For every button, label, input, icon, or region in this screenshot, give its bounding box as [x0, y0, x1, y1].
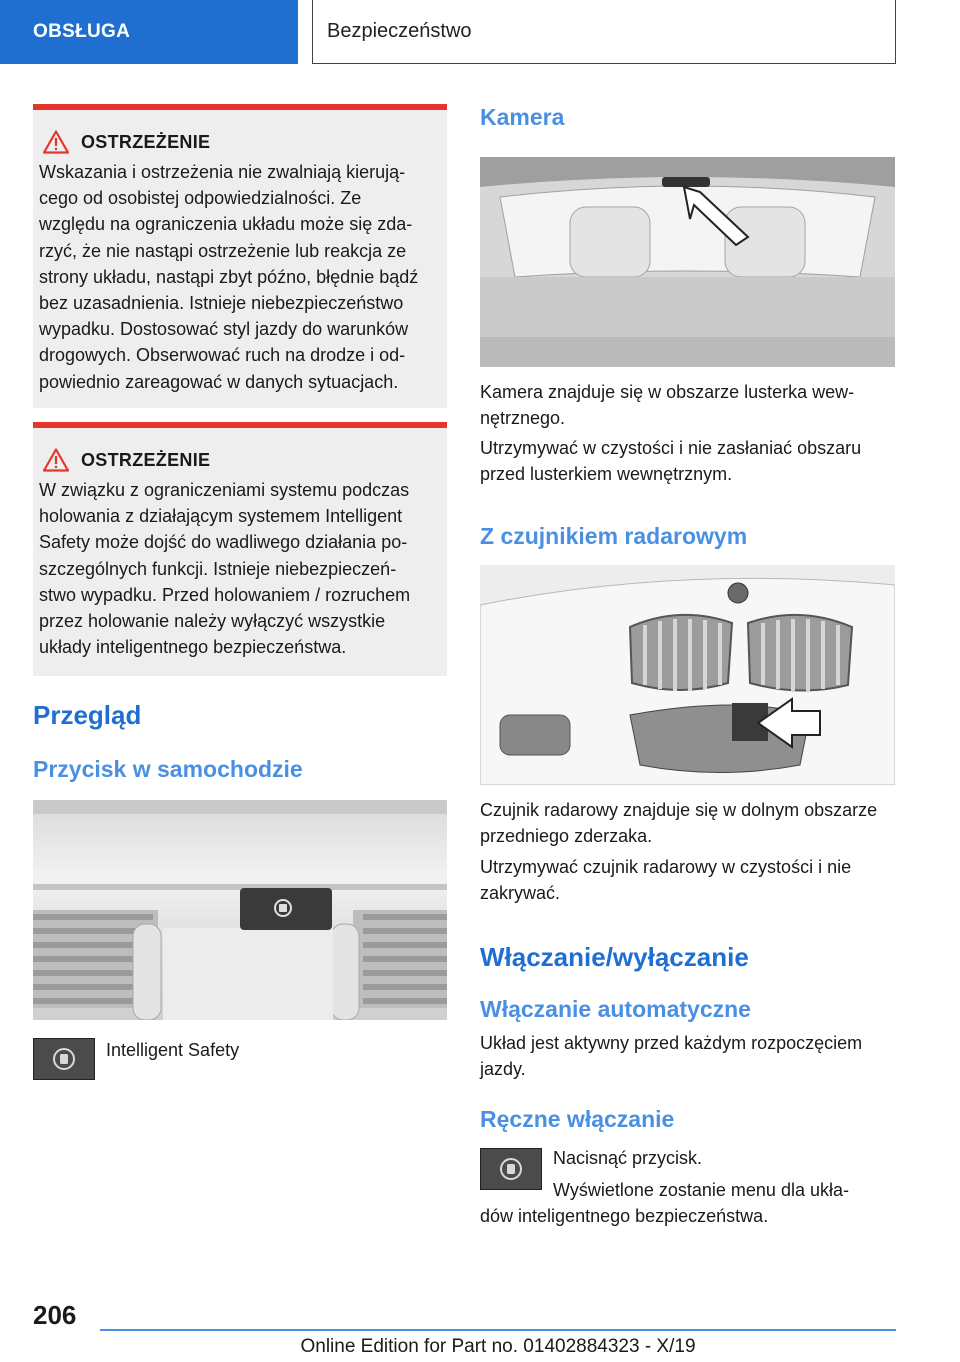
radar-line: Czujnik radarowy znajduje się w dolnym obszarze — [480, 800, 878, 820]
radar-line: Utrzymywać czujnik radarowy w czystości i nie — [480, 857, 852, 877]
onoff-heading: Włączanie/wyłączanie — [480, 942, 749, 972]
footer-divider — [100, 1329, 896, 1331]
camera-line: przed lusterkiem wewnętrznym. — [480, 463, 733, 484]
bumper-illustration — [480, 565, 895, 785]
auto-line: jazdy. — [480, 1058, 526, 1079]
auto-line: Układ jest aktywny przed każdym rozpoczęciem — [480, 1033, 863, 1053]
radar-image — [480, 565, 895, 785]
warning-line: szczególnych funkcji. Istnieje niebezpieczeń- — [39, 558, 397, 579]
warning-title-2 — [43, 448, 439, 472]
radar-heading: Z czujnikiem radarowym — [480, 523, 748, 549]
warning-text-1 — [39, 159, 439, 395]
camera-text-1 — [480, 380, 854, 431]
warning-line: holowania z działającym systemem Intelligent — [39, 506, 403, 527]
overview-subheading: Przycisk w samochodzie — [33, 756, 303, 782]
warning-line: bez uzasadnienia. Istnieje niebezpieczeństwo — [39, 293, 404, 314]
overview-heading: Przegląd — [33, 700, 142, 730]
camera-heading: Kamera — [480, 104, 565, 130]
radar-line: zakrywać. — [480, 882, 561, 903]
warning-line: Safety może dojść do wadliwego działania po- — [39, 532, 408, 553]
manual-result-line: Wyświetlone zostanie menu dla ukła- — [553, 1180, 849, 1200]
warning-line: układy inteligentnego bezpieczeństwa. — [39, 637, 347, 658]
radar-line: przedniego zderzaka. — [480, 825, 653, 846]
chapter-title-text: Bezpieczeństwo — [327, 20, 472, 42]
warning-triangle-icon — [43, 130, 69, 154]
camera-text-2 — [480, 436, 861, 487]
edition-text: Online Edition for Part no. 01402884323 - X/19 — [300, 1336, 696, 1357]
manual-result-line: dów inteligentnego bezpieczeństwa. — [480, 1205, 769, 1226]
manual-step: Nacisnąć przycisk. — [553, 1148, 703, 1168]
warning-line: strony układu, nastąpi zbyt późno, błędnie bądź — [39, 266, 419, 287]
section-tab: OBSŁUGA — [0, 0, 298, 64]
warning-line: cego od osobistej odpowiedzialności. Ze — [39, 188, 362, 209]
warning-line: przez holowanie należy wyłączyć wszystkie — [39, 611, 386, 632]
warning-text-2 — [39, 477, 439, 660]
warning-box-2 — [33, 422, 447, 676]
chapter-title — [312, 0, 896, 64]
warning-line: wypadku. Dostosować styl jazdy do warunków — [39, 319, 409, 340]
warning-line: rzyć, że nie nastąpi ostrzeżenie lub reakcja ze — [39, 240, 407, 261]
camera-line: Kamera znajduje się w obszarze lusterka wew- — [480, 382, 855, 402]
camera-line: nętrznego. — [480, 407, 566, 428]
warning-line: względu na ograniczenia układu może się zda- — [39, 214, 413, 235]
warning-title-text: OSTRZEŻENIE — [81, 449, 211, 470]
page-number: 206 — [33, 1300, 77, 1330]
radar-text-1 — [480, 798, 877, 849]
warning-box-1 — [33, 104, 447, 408]
car-interior-illustration — [480, 157, 895, 367]
manual-heading: Ręczne włączanie — [480, 1106, 675, 1132]
intelligent-safety-glyph — [34, 1039, 94, 1079]
warning-line: Wskazania i ostrzeżenia nie zwalniają kierują- — [39, 162, 406, 182]
dashboard-illustration — [33, 800, 447, 1020]
radar-text-2 — [480, 855, 851, 906]
dashboard-button-image — [33, 800, 447, 1020]
button-caption: Intelligent Safety — [106, 1040, 240, 1060]
auto-heading: Włączanie automatyczne — [480, 996, 751, 1022]
warning-triangle-icon — [43, 448, 69, 472]
intelligent-safety-icon — [33, 1038, 95, 1080]
warning-line: stwo wypadku. Przed holowaniem / rozruchem — [39, 584, 411, 605]
warning-title-1 — [43, 130, 439, 154]
camera-line: Utrzymywać w czystości i nie zasłaniać obszaru — [480, 438, 862, 458]
warning-line: W związku z ograniczeniami systemu podczas — [39, 480, 410, 500]
warning-line: powiednio zareagować w danych sytuacjach. — [39, 371, 399, 392]
manual-result — [480, 1178, 849, 1229]
camera-image — [480, 157, 895, 367]
auto-text — [480, 1031, 862, 1082]
warning-title-text: OSTRZEŻENIE — [81, 131, 211, 152]
warning-line: drogowych. Obserwować ruch na drodze i od- — [39, 345, 406, 366]
